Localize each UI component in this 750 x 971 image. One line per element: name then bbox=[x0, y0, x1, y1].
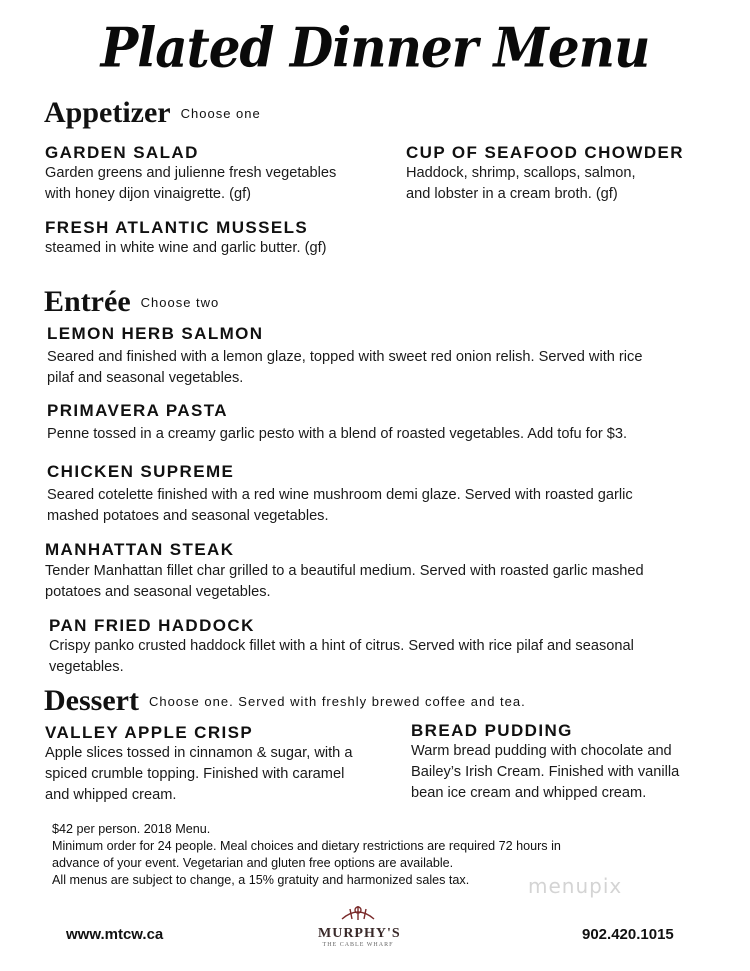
dessert-heading bbox=[44, 684, 526, 718]
page-title: Plated Dinner Menu bbox=[100, 15, 650, 80]
entree-note: Choose two bbox=[140, 295, 220, 310]
item-description-line: spiced crumble topping. Finished with caramel bbox=[45, 766, 345, 782]
item-description-line: Haddock, shrimp, scallops, salmon, bbox=[406, 165, 636, 181]
watermark: menupix bbox=[528, 874, 623, 898]
fine-print-line: All menus are subject to change, a 15% gratuity and harmonized sales tax. bbox=[52, 873, 470, 887]
fine-print-line: $42 per person. 2018 Menu. bbox=[52, 822, 211, 836]
item-description-line: steamed in white wine and garlic butter. (gf) bbox=[45, 240, 327, 256]
item-name: BREAD PUDDING bbox=[411, 721, 573, 740]
entree-item-pan-fried-haddock bbox=[49, 616, 729, 678]
item-name: CUP OF SEAFOOD CHOWDER bbox=[406, 143, 684, 162]
item-description-line: Bailey’s Irish Cream. Finished with vanilla bbox=[411, 764, 680, 780]
dessert-item-bread-pudding bbox=[411, 721, 731, 804]
item-name: PAN FRIED HADDOCK bbox=[49, 616, 255, 635]
item-description-line: and lobster in a cream broth. (gf) bbox=[406, 186, 618, 202]
entree-heading-text: Entrée bbox=[44, 285, 131, 318]
item-name: LEMON HERB SALMON bbox=[47, 324, 264, 343]
logo-wordmark: MURPHY'S bbox=[318, 926, 401, 941]
ship-wheel-icon bbox=[338, 903, 378, 921]
fine-print-line: Minimum order for 24 people. Meal choices and dietary restrictions are required 72 hours in bbox=[52, 839, 561, 853]
fine-print-line: advance of your event. Vegetarian and gluten free options are available. bbox=[52, 856, 454, 870]
entree-item-lemon-herb-salmon bbox=[47, 324, 727, 389]
logo-tagline: THE CABLE WHARF bbox=[322, 942, 394, 948]
item-name: MANHATTAN STEAK bbox=[45, 540, 235, 559]
item-description-line: Warm bread pudding with chocolate and bbox=[411, 743, 672, 759]
item-description-line: Seared and finished with a lemon glaze, topped with sweet red onion relish. Served with rice bbox=[47, 349, 643, 365]
website-link[interactable]: www.mtcw.ca bbox=[66, 926, 164, 943]
item-name: CHICKEN SUPREME bbox=[47, 462, 235, 481]
item-description-line: Apple slices tossed in cinnamon & sugar, with a bbox=[45, 745, 353, 761]
entree-item-primavera-pasta bbox=[47, 401, 727, 445]
appetizer-item-garden-salad bbox=[45, 143, 395, 205]
item-description-line: Crispy panko crusted haddock fillet with a hint of citrus. Served with rice pilaf and seasonal bbox=[49, 638, 634, 654]
item-description-line: vegetables. bbox=[49, 659, 124, 675]
appetizer-heading-text: Appetizer bbox=[44, 96, 171, 129]
item-description-line: Seared cotelette finished with a red wine mushroom demi glaze. Served with roasted garlic bbox=[47, 487, 633, 503]
item-description-line: Penne tossed in a creamy garlic pesto with a blend of roasted vegetables. Add tofu for $3. bbox=[47, 426, 628, 442]
dessert-note: Choose one. Served with freshly brewed coffee and tea. bbox=[148, 694, 526, 709]
dessert-heading-text: Dessert bbox=[44, 684, 139, 717]
item-description-line: and whipped cream. bbox=[45, 787, 177, 803]
phone-number[interactable]: 902.420.1015 bbox=[582, 926, 674, 943]
item-description-line: with honey dijon vinaigrette. (gf) bbox=[45, 186, 252, 202]
item-name: VALLEY APPLE CRISP bbox=[45, 723, 254, 742]
appetizer-item-seafood-chowder bbox=[406, 143, 736, 205]
item-description-line: potatoes and seasonal vegetables. bbox=[45, 584, 271, 600]
item-name: FRESH ATLANTIC MUSSELS bbox=[45, 218, 309, 237]
item-description-line: Tender Manhattan fillet char grilled to a beautiful medium. Served with roasted garlic mashed bbox=[45, 563, 644, 579]
appetizer-item-atlantic-mussels bbox=[45, 218, 425, 259]
entree-item-manhattan-steak bbox=[45, 540, 735, 603]
item-description-line: mashed potatoes and seasonal vegetables. bbox=[47, 508, 329, 524]
item-description-line: pilaf and seasonal vegetables. bbox=[47, 370, 244, 386]
dessert-item-valley-apple-crisp bbox=[45, 723, 395, 806]
entree-heading bbox=[44, 285, 219, 319]
item-description-line: bean ice cream and whipped cream. bbox=[411, 785, 647, 801]
entree-item-chicken-supreme bbox=[47, 462, 727, 527]
item-name: PRIMAVERA PASTA bbox=[47, 401, 228, 420]
item-name: GARDEN SALAD bbox=[45, 143, 199, 162]
appetizer-note: Choose one bbox=[180, 106, 261, 121]
appetizer-heading bbox=[44, 96, 261, 130]
murphys-logo bbox=[318, 903, 401, 948]
item-description-line: Garden greens and julienne fresh vegetables bbox=[45, 165, 337, 181]
